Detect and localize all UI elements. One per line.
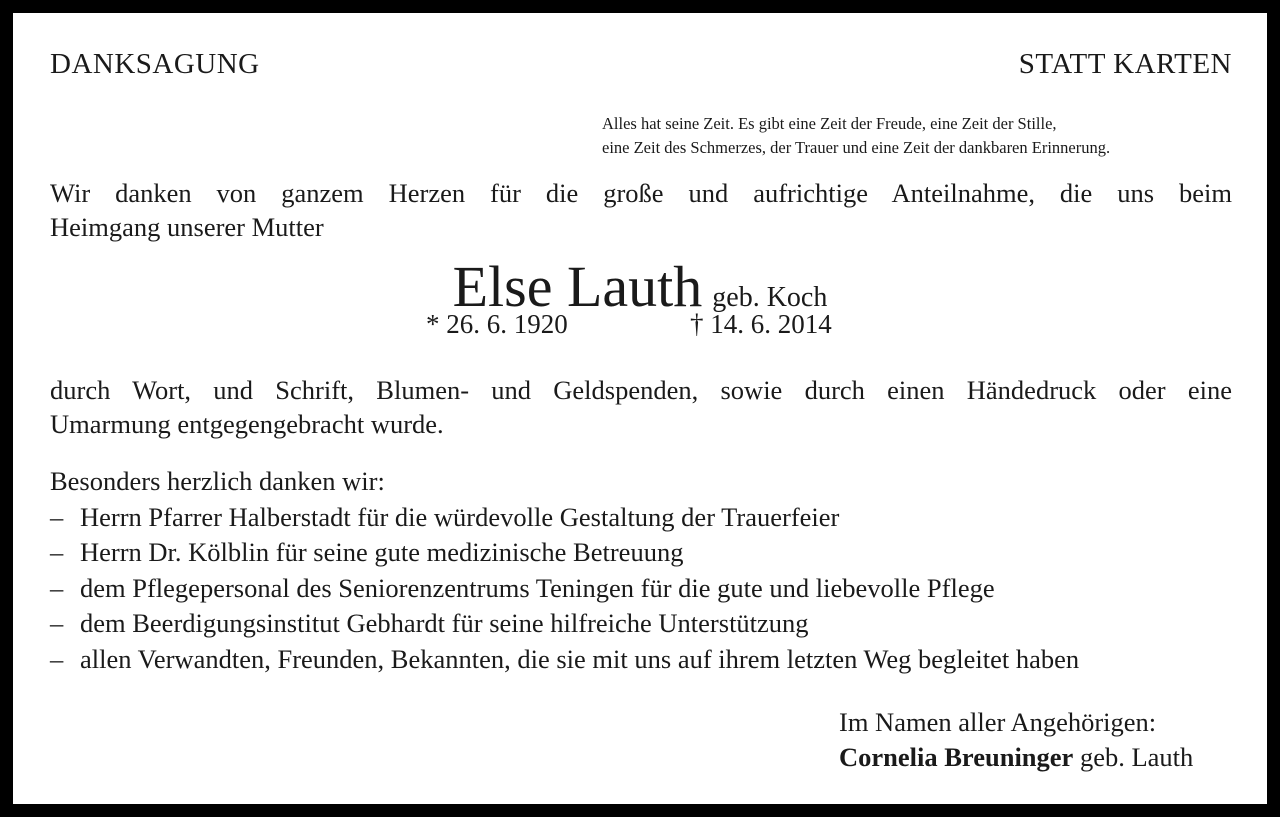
middle-line-1: durch Wort, und Schrift, Blumen- und Geldspenden, sowie durch einen Händedruck oder eine: [50, 375, 1232, 405]
signature-line-1: Im Namen aller Angehörigen:: [839, 707, 1157, 737]
list-item: [50, 571, 1079, 607]
middle-paragraph: [50, 373, 1232, 441]
list-item-text: Herrn Pfarrer Halberstadt für die würdevolle Gestaltung der Trauerfeier: [80, 501, 840, 532]
dash-bullet: –: [50, 572, 64, 603]
header-left-title: DANKSAGUNG: [50, 48, 260, 80]
signature-line-2: [839, 740, 1193, 775]
signature-name: Cornelia Breuninger: [839, 742, 1074, 772]
list-item-text: dem Pflegepersonal des Seniorenzentrums Teningen für die gute und liebevolle Pflege: [80, 572, 995, 603]
signature-suffix: geb. Lauth: [1079, 742, 1194, 772]
dash-bullet: –: [50, 537, 64, 567]
dash-bullet: –: [50, 501, 64, 532]
intro-line-2: Heimgang unserer Mutter: [50, 212, 324, 242]
header-right-title: STATT KARTEN: [1018, 48, 1232, 80]
dash-bullet: –: [50, 608, 64, 638]
deceased-name-row: [13, 253, 1267, 320]
intro-paragraph: [50, 176, 1232, 244]
list-item-text: dem Beerdigungsinstitut Gebhardt für seine hilfreiche Unterstützung: [80, 608, 809, 638]
dash-bullet: –: [50, 643, 64, 674]
birth-date: * 26. 6. 1920: [426, 309, 568, 339]
list-item: [50, 500, 1079, 536]
obituary-notice: [13, 13, 1267, 804]
thanks-heading: Besonders herzlich danken wir:: [50, 466, 385, 496]
list-item: [50, 642, 1079, 678]
thanks-list: [50, 464, 1079, 677]
middle-line-2: Umarmung entgegengebracht wurde.: [50, 409, 444, 439]
list-item: [50, 606, 1079, 642]
deceased-maiden-name: geb. Koch: [712, 282, 828, 313]
intro-line-1: Wir danken von ganzem Herzen für die große und aufrichtige Anteilnahme, die uns beim: [50, 178, 1232, 208]
quote-line-2: eine Zeit des Schmerzes, der Trauer und eine Zeit der dankbaren Erinnerung.: [602, 138, 1111, 157]
quote: [602, 112, 1110, 160]
list-item: [50, 535, 1079, 571]
deceased-name: Else Lauth: [452, 254, 703, 319]
death-date: † 14. 6. 2014: [690, 309, 832, 339]
list-item-text: allen Verwandten, Freunden, Bekannten, die sie mit uns auf ihrem letzten Weg begleitet haben: [80, 643, 1080, 674]
quote-line-1: Alles hat seine Zeit. Es gibt eine Zeit der Freude, eine Zeit der Stille,: [602, 114, 1057, 133]
list-item-text: Herrn Dr. Kölblin für seine gute medizinische Betreuung: [80, 537, 684, 567]
signature-block: [839, 705, 1193, 775]
